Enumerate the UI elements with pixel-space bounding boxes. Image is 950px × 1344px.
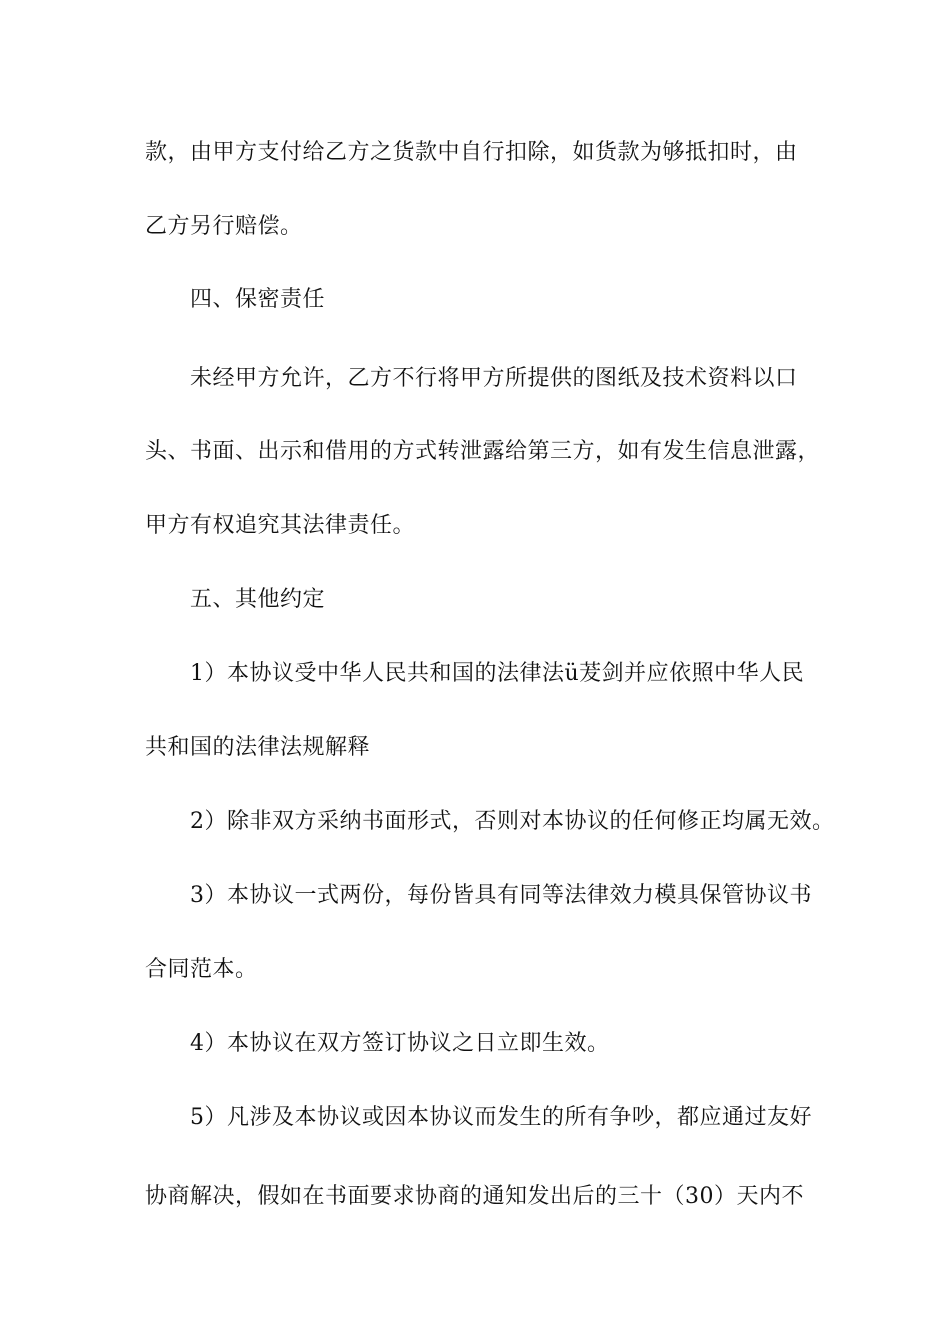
paragraph-line: 共和国的法律法规解释 bbox=[145, 735, 371, 760]
paragraph-line: 未经甲方允许，乙方不行将甲方所提供的图纸及技术资料以口 bbox=[190, 366, 798, 391]
paragraph-line: 甲方有权追究其法律责任。 bbox=[145, 513, 416, 538]
list-item: 1）本协议受中华人民共和国的法律法ü茇剑并应依照中华人民 bbox=[190, 661, 805, 686]
paragraph-line: 协商解决，假如在书面要求协商的通知发出后的三十（30）天内不 bbox=[145, 1184, 804, 1209]
paragraph-line: 款，由甲方支付给乙方之货款中自行扣除，如货款为够抵扣时，由 bbox=[145, 140, 798, 165]
section-heading: 五、其他约定 bbox=[190, 587, 326, 612]
list-item: 3）本协议一式两份，每份皆具有同等法律效力模具保管协议书 bbox=[190, 883, 812, 908]
list-item: 2）除非双方采纳书面形式，否则对本协议的任何修正均属无效。 bbox=[190, 809, 835, 834]
list-item: 5）凡涉及本协议或因本协议而发生的所有争吵，都应通过友好 bbox=[190, 1105, 812, 1130]
paragraph-line: 乙方另行赔偿。 bbox=[145, 214, 303, 239]
paragraph-line: 头、书面、出示和借用的方式转泄露给第三方，如有发生信息泄露， bbox=[145, 439, 821, 464]
section-heading: 四、保密责任 bbox=[190, 287, 326, 312]
list-item: 4）本协议在双方签订协议之日立即生效。 bbox=[190, 1031, 610, 1056]
paragraph-line: 合同范本。 bbox=[145, 957, 258, 982]
